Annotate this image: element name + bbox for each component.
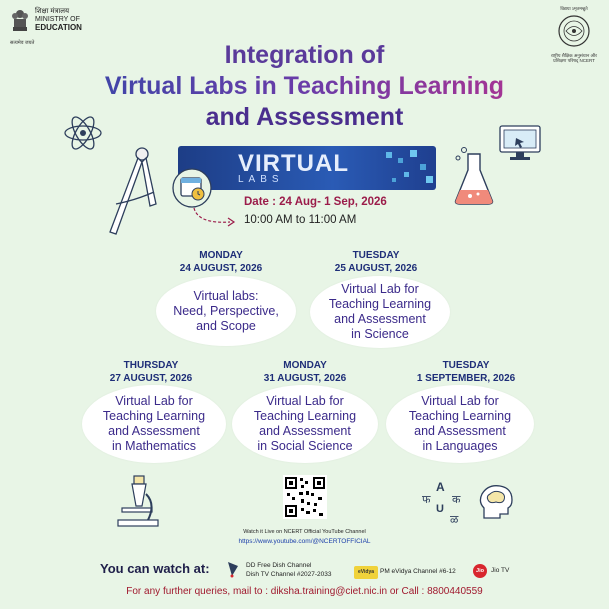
time-line: 10:00 AM to 11:00 AM — [244, 214, 357, 226]
session-date: 25 AUGUST, 2026 — [334, 263, 418, 274]
session-topic-line: and Assessment — [414, 424, 506, 438]
moe-line2: EDUCATION — [35, 23, 82, 32]
session-topic-line: in Social Science — [257, 439, 353, 453]
session-topic-line: Teaching Learning — [102, 409, 206, 423]
qr-code-icon[interactable] — [283, 475, 327, 519]
date-range: 24 Aug- 1 Sep, — [279, 196, 358, 208]
session-weekday: TUESDAY — [352, 250, 400, 261]
microscope-icon — [112, 474, 162, 530]
virtual-labs-banner — [178, 146, 436, 190]
session-weekday: MONDAY — [283, 360, 327, 371]
date-label: Date : — [244, 196, 276, 208]
letter-a: A — [436, 480, 445, 494]
session-4-date — [240, 359, 370, 385]
session-weekday: THURSDAY — [123, 360, 179, 371]
evidya-channel-text: PM eVidya Channel #6-12 — [380, 568, 456, 575]
session-3-date — [86, 359, 216, 385]
ncert-name: राष्ट्रीय शैक्षिक अनुसंधान और प्रशिक्षण परिषद् NCERT — [551, 53, 597, 63]
session-topic-line: Virtual Lab for — [421, 394, 499, 408]
session-topic-line: Virtual Lab for — [341, 282, 419, 296]
brain-head-icon — [474, 482, 516, 524]
session-2-date — [306, 249, 446, 275]
youtube-link[interactable]: https://www.youtube.com/@NCERTOFFICIAL — [238, 538, 371, 545]
title-line-1: Integration of — [224, 41, 385, 69]
session-topic-line: Need, Perspective, — [173, 303, 279, 318]
banner-subtitle: LABS — [238, 174, 284, 185]
letter-u: U — [436, 503, 444, 515]
session-topic-line: Virtual labs: — [193, 288, 259, 303]
moe-hindi: शिक्षा मंत्रालय — [35, 8, 70, 15]
session-weekday: TUESDAY — [442, 360, 490, 371]
contact-footer: For any further queries, mail to : diksha.training@ciet.nic.in or Call : 8800440559 — [126, 586, 483, 597]
ministry-of-education-logo — [10, 8, 82, 46]
letter-fa: फ — [422, 494, 431, 506]
evidya-logo-text: eVidya — [357, 569, 375, 575]
title-line-2: Virtual Labs in Teaching Learning — [0, 71, 609, 102]
session-1-date — [156, 249, 286, 275]
session-5-card — [386, 385, 534, 463]
moe-line1: MINISTRY OF — [35, 16, 80, 23]
session-topic-line: Virtual Lab for — [266, 394, 344, 408]
flask-icon — [448, 146, 500, 208]
session-topic-line: Virtual Lab for — [115, 394, 193, 408]
session-2-card — [310, 276, 450, 348]
session-4-card — [232, 385, 378, 463]
moe-text — [35, 8, 82, 32]
session-topic-line: and Assessment — [334, 312, 426, 326]
computer-monitor-icon — [498, 124, 542, 162]
session-topic-line: Teaching Learning — [328, 297, 432, 311]
evidya-logo — [354, 566, 378, 579]
jio-tv-text: Jio TV — [491, 567, 510, 574]
session-date: 1 SEPTEMBER, 2026 — [416, 373, 516, 384]
session-topic-line: and Assessment — [259, 424, 351, 438]
dashed-arrow-icon — [192, 206, 238, 228]
session-topic-line: in Mathematics — [111, 439, 197, 453]
session-5-date — [396, 359, 536, 385]
dd-line-2: Dish TV Channel #2027-2033 — [246, 571, 332, 578]
jio-logo — [473, 564, 487, 578]
date-line — [244, 196, 387, 208]
compass-icon — [102, 144, 160, 242]
session-date: 31 AUGUST, 2026 — [263, 373, 347, 384]
session-topic-line: and Assessment — [108, 424, 200, 438]
dd-line-1: DD Free Dish Channel — [246, 562, 312, 569]
session-3-card — [82, 385, 226, 463]
session-1-card — [156, 276, 296, 346]
banner-title: VIRTUAL — [238, 150, 349, 177]
session-date: 27 AUGUST, 2026 — [109, 373, 193, 384]
session-date: 24 AUGUST, 2026 — [179, 263, 263, 274]
ncert-motto: विद्यया ऽमृतमश्नुते — [560, 6, 588, 11]
session-weekday: MONDAY — [199, 250, 243, 261]
youtube-caption: Watch it Live on NCERT Official YouTube Channel — [243, 529, 366, 535]
letter-lla: ळ — [450, 514, 459, 526]
moe-motto: सत्यमेव जयते — [10, 40, 35, 46]
date-year: 2026 — [361, 196, 387, 208]
dd-free-dish-icon — [226, 560, 240, 578]
session-topic-line: and Scope — [196, 318, 256, 333]
session-topic-line: in Languages — [422, 439, 498, 453]
title-line-3: and Assessment — [205, 103, 404, 131]
dd-channel-text — [246, 561, 332, 579]
letter-ka: क — [452, 494, 461, 506]
session-topic-line: Teaching Learning — [408, 409, 512, 423]
jio-logo-text: Jio — [476, 568, 484, 574]
session-topic-line: Teaching Learning — [253, 409, 357, 423]
national-emblem-icon — [10, 8, 30, 38]
calendar-clock-icon — [172, 168, 212, 208]
atom-icon — [62, 112, 104, 154]
watch-label: You can watch at: — [100, 561, 210, 576]
session-topic-line: in Science — [351, 327, 409, 341]
